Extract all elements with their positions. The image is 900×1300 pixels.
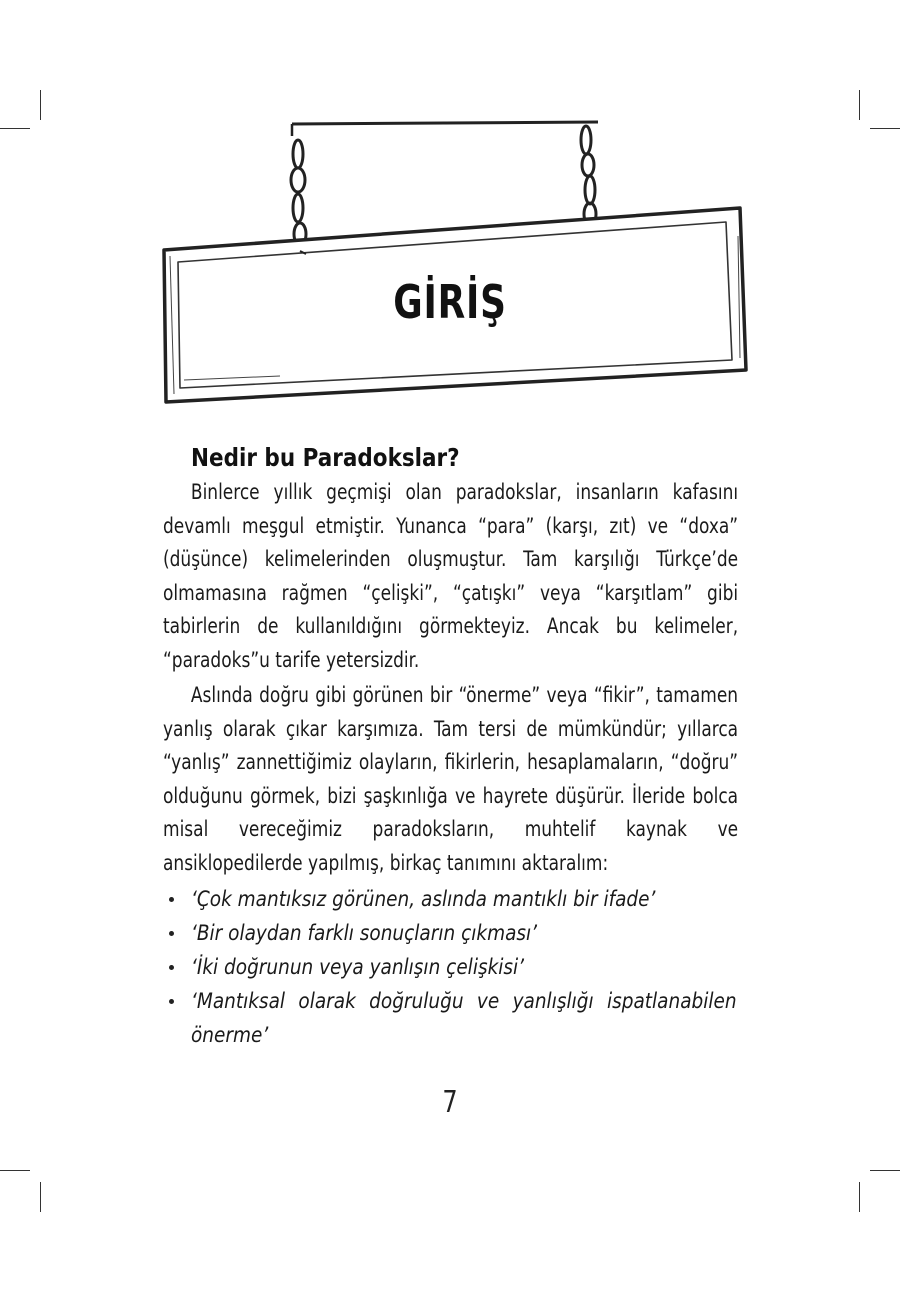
crop-mark xyxy=(0,1170,30,1171)
definition-list xyxy=(163,882,738,1052)
bullet-icon xyxy=(169,965,174,970)
page-content xyxy=(163,440,738,1052)
crop-mark xyxy=(870,1170,900,1171)
crop-mark xyxy=(859,1182,860,1212)
bullet-icon xyxy=(169,999,174,1004)
crop-mark xyxy=(870,128,900,129)
paragraph xyxy=(163,476,738,677)
bullet-icon xyxy=(169,931,174,936)
list-item: ‘Çok mantıksız görünen, aslında mantıklı bir ifade’ xyxy=(163,882,738,916)
crop-mark xyxy=(859,90,860,120)
list-item: ‘Bir olaydan farklı sonuçların çıkması’ xyxy=(163,916,738,950)
section-heading: Nedir bu Paradokslar? xyxy=(191,443,460,472)
paragraph-text: Binlerce yıllık geçmişi olan paradokslar, insanların kafasını devamlı meşgul etmiştir. Yunanca “para” (karşı, zıt) ve “doxa” (düşünce) kelimelerinden oluşmuştur. Tam karşılığı Türkçe’de olmamasına rağmen “çelişki”, “çatışkı” veya “karşıtlam” gibi tabirlerin de kullanıldığını görmekteyiz. Ancak bu kelimeler, “paradoks”u tarife yetersizdir. xyxy=(163,480,739,672)
paragraph xyxy=(163,679,738,880)
page-number: 7 xyxy=(442,1085,458,1120)
crop-mark xyxy=(40,1182,41,1212)
bullet-icon xyxy=(169,897,174,902)
list-item: ‘Mantıksal olarak doğruluğu ve yanlışlığı ispatlanabilen önerme’ xyxy=(163,984,738,1052)
paragraph-text: Aslında doğru gibi görünen bir “önerme” veya “fikir”, tamamen yanlış olarak çıkar karşımıza. Tam tersi de mümkündür; yıllarca “yanlış” zannettiğimiz olayların, fikirlerin, hesaplamaların, “doğru” olduğunu görmek, bizi şaşkınlığa ve hayrete düşürür. İleride bolca misal vereceğimiz paradoksların, muhtelif kaynak ve ansiklopedilerde yapılmış, birkaç tanımını aktaralım: xyxy=(163,683,739,875)
chapter-title: GİRİŞ xyxy=(393,275,507,329)
list-item: ‘İki doğrunun veya yanlışın çelişkisi’ xyxy=(163,950,738,984)
crop-mark xyxy=(0,128,30,129)
hanging-sign-illustration xyxy=(160,118,760,418)
crop-mark xyxy=(40,90,41,120)
